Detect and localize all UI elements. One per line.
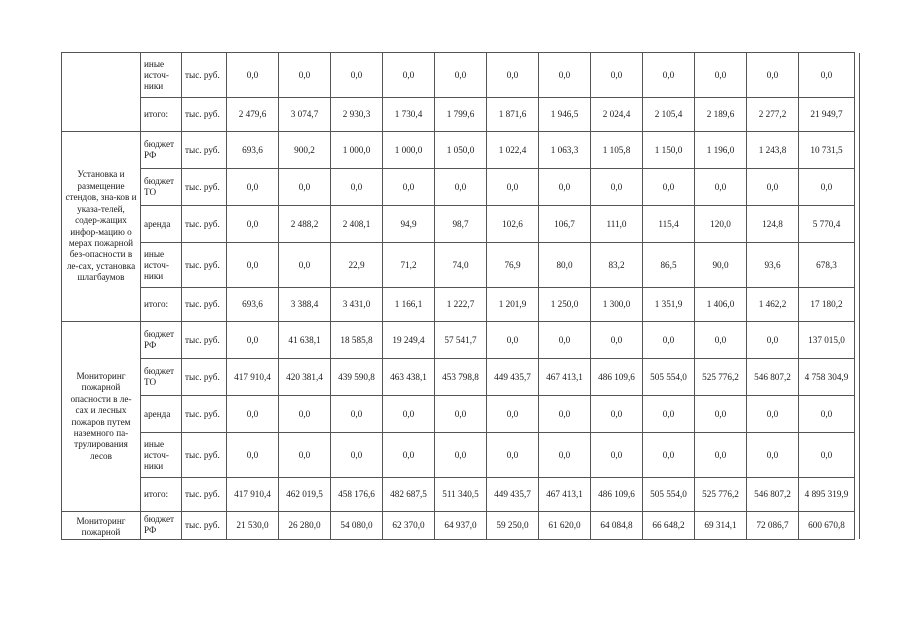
- total-value-cell: 0,0: [799, 169, 855, 206]
- unit-cell: тыс. руб.: [182, 359, 227, 396]
- value-cell: 41 638,1: [279, 322, 331, 359]
- activity-name-cell: Мониторинг пожарной опасности в ле-сах и лесных пожаров путем наземного па-трулирования лесов: [62, 322, 141, 512]
- value-cell: 2 277,2: [747, 98, 799, 132]
- total-value-cell: 137 015,0: [799, 322, 855, 359]
- value-cell: 72 086,7: [747, 512, 799, 540]
- value-cell: 80,0: [539, 243, 591, 288]
- table-row: [62, 206, 860, 243]
- value-cell: 453 798,8: [435, 359, 487, 396]
- total-value-cell: 678,3: [799, 243, 855, 288]
- value-cell: 900,2: [279, 132, 331, 169]
- value-cell: 0,0: [383, 169, 435, 206]
- total-value-cell: 10 731,5: [799, 132, 855, 169]
- value-cell: 525 776,2: [695, 359, 747, 396]
- value-cell: 0,0: [695, 169, 747, 206]
- total-value-cell: 17 180,2: [799, 288, 855, 322]
- value-cell: 463 438,1: [383, 359, 435, 396]
- table-row: [62, 478, 860, 512]
- value-cell: 1 406,0: [695, 288, 747, 322]
- value-cell: 511 340,5: [435, 478, 487, 512]
- value-cell: 0,0: [487, 396, 539, 433]
- unit-cell: тыс. руб.: [182, 512, 227, 540]
- value-cell: 98,7: [435, 206, 487, 243]
- value-cell: 0,0: [227, 433, 279, 478]
- value-cell: 0,0: [487, 169, 539, 206]
- value-cell: 0,0: [279, 169, 331, 206]
- value-cell: 467 413,1: [539, 359, 591, 396]
- value-cell: 0,0: [227, 206, 279, 243]
- value-cell: 0,0: [331, 396, 383, 433]
- funding-source-cell: итого:: [141, 478, 182, 512]
- value-cell: 22,9: [331, 243, 383, 288]
- table-body: [62, 53, 860, 540]
- value-cell: 0,0: [747, 169, 799, 206]
- table-row: [62, 132, 860, 169]
- unit-cell: тыс. руб.: [182, 396, 227, 433]
- value-cell: 693,6: [227, 288, 279, 322]
- value-cell: 0,0: [487, 53, 539, 98]
- funding-source-cell: бюджет РФ: [141, 322, 182, 359]
- value-cell: 0,0: [539, 396, 591, 433]
- value-cell: 3 388,4: [279, 288, 331, 322]
- value-cell: 417 910,4: [227, 478, 279, 512]
- value-cell: 93,6: [747, 243, 799, 288]
- value-cell: 0,0: [747, 322, 799, 359]
- value-cell: 417 910,4: [227, 359, 279, 396]
- value-cell: 71,2: [383, 243, 435, 288]
- total-value-cell: 4 758 304,9: [799, 359, 855, 396]
- value-cell: 54 080,0: [331, 512, 383, 540]
- value-cell: 0,0: [591, 433, 643, 478]
- table-right-edge: [855, 53, 860, 540]
- value-cell: 467 413,1: [539, 478, 591, 512]
- unit-cell: тыс. руб.: [182, 206, 227, 243]
- value-cell: 0,0: [279, 433, 331, 478]
- value-cell: 1 166,1: [383, 288, 435, 322]
- value-cell: 0,0: [695, 396, 747, 433]
- value-cell: 0,0: [435, 53, 487, 98]
- value-cell: 0,0: [435, 396, 487, 433]
- value-cell: 19 249,4: [383, 322, 435, 359]
- value-cell: 0,0: [227, 243, 279, 288]
- value-cell: 0,0: [487, 433, 539, 478]
- value-cell: 83,2: [591, 243, 643, 288]
- value-cell: 0,0: [695, 433, 747, 478]
- value-cell: 525 776,2: [695, 478, 747, 512]
- value-cell: 0,0: [695, 53, 747, 98]
- total-value-cell: 0,0: [799, 433, 855, 478]
- activity-name-cell: Мониторинг пожарной: [62, 512, 141, 540]
- funding-source-cell: итого:: [141, 288, 182, 322]
- table-row: [62, 288, 860, 322]
- value-cell: 0,0: [227, 53, 279, 98]
- value-cell: 124,8: [747, 206, 799, 243]
- funding-source-cell: бюджет ТО: [141, 359, 182, 396]
- value-cell: 2 189,6: [695, 98, 747, 132]
- value-cell: 61 620,0: [539, 512, 591, 540]
- value-cell: 3 074,7: [279, 98, 331, 132]
- value-cell: 64 937,0: [435, 512, 487, 540]
- value-cell: 0,0: [643, 322, 695, 359]
- value-cell: 693,6: [227, 132, 279, 169]
- value-cell: 102,6: [487, 206, 539, 243]
- value-cell: 482 687,5: [383, 478, 435, 512]
- value-cell: 1 201,9: [487, 288, 539, 322]
- value-cell: 1 022,4: [487, 132, 539, 169]
- total-value-cell: 0,0: [799, 396, 855, 433]
- value-cell: 1 150,0: [643, 132, 695, 169]
- value-cell: 106,7: [539, 206, 591, 243]
- value-cell: 0,0: [331, 53, 383, 98]
- value-cell: 0,0: [539, 322, 591, 359]
- value-cell: 0,0: [591, 322, 643, 359]
- funding-source-cell: бюджет ТО: [141, 169, 182, 206]
- value-cell: 62 370,0: [383, 512, 435, 540]
- total-value-cell: 600 670,8: [799, 512, 855, 540]
- unit-cell: тыс. руб.: [182, 132, 227, 169]
- value-cell: 2 488,2: [279, 206, 331, 243]
- value-cell: 115,4: [643, 206, 695, 243]
- value-cell: 0,0: [695, 322, 747, 359]
- value-cell: 0,0: [539, 169, 591, 206]
- value-cell: 0,0: [747, 433, 799, 478]
- value-cell: 3 431,0: [331, 288, 383, 322]
- value-cell: 1 063,3: [539, 132, 591, 169]
- table-row: [62, 322, 860, 359]
- value-cell: 1 196,0: [695, 132, 747, 169]
- value-cell: 66 648,2: [643, 512, 695, 540]
- value-cell: 18 585,8: [331, 322, 383, 359]
- value-cell: 0,0: [331, 433, 383, 478]
- value-cell: 1 050,0: [435, 132, 487, 169]
- value-cell: 94,9: [383, 206, 435, 243]
- unit-cell: тыс. руб.: [182, 288, 227, 322]
- value-cell: 1 243,8: [747, 132, 799, 169]
- value-cell: 0,0: [643, 169, 695, 206]
- total-value-cell: 5 770,4: [799, 206, 855, 243]
- value-cell: 26 280,0: [279, 512, 331, 540]
- unit-cell: тыс. руб.: [182, 169, 227, 206]
- unit-cell: тыс. руб.: [182, 433, 227, 478]
- value-cell: 0,0: [383, 433, 435, 478]
- funding-source-cell: бюджет РФ: [141, 512, 182, 540]
- unit-cell: тыс. руб.: [182, 53, 227, 98]
- value-cell: 1 000,0: [383, 132, 435, 169]
- value-cell: 0,0: [331, 169, 383, 206]
- table-row: [62, 512, 860, 540]
- value-cell: 69 314,1: [695, 512, 747, 540]
- funding-source-cell: иные источ-ники: [141, 243, 182, 288]
- value-cell: 2 930,3: [331, 98, 383, 132]
- total-value-cell: 0,0: [799, 53, 855, 98]
- value-cell: 2 408,1: [331, 206, 383, 243]
- value-cell: 0,0: [539, 433, 591, 478]
- value-cell: 1 250,0: [539, 288, 591, 322]
- value-cell: 0,0: [591, 396, 643, 433]
- value-cell: 546 807,2: [747, 359, 799, 396]
- value-cell: 1 351,9: [643, 288, 695, 322]
- value-cell: 486 109,6: [591, 478, 643, 512]
- value-cell: 0,0: [643, 53, 695, 98]
- funding-table: [61, 52, 860, 540]
- value-cell: 111,0: [591, 206, 643, 243]
- value-cell: 76,9: [487, 243, 539, 288]
- table-row: [62, 433, 860, 478]
- funding-source-cell: бюджет РФ: [141, 132, 182, 169]
- value-cell: 0,0: [487, 322, 539, 359]
- value-cell: 0,0: [591, 169, 643, 206]
- value-cell: 0,0: [279, 396, 331, 433]
- total-value-cell: 4 895 319,9: [799, 478, 855, 512]
- value-cell: 21 530,0: [227, 512, 279, 540]
- value-cell: 2 479,6: [227, 98, 279, 132]
- value-cell: 0,0: [383, 396, 435, 433]
- value-cell: 0,0: [591, 53, 643, 98]
- value-cell: 449 435,7: [487, 478, 539, 512]
- value-cell: 0,0: [279, 243, 331, 288]
- activity-name-cell: [62, 53, 141, 132]
- value-cell: 449 435,7: [487, 359, 539, 396]
- value-cell: 1 105,8: [591, 132, 643, 169]
- funding-source-cell: аренда: [141, 206, 182, 243]
- value-cell: 0,0: [227, 169, 279, 206]
- value-cell: 90,0: [695, 243, 747, 288]
- value-cell: 458 176,6: [331, 478, 383, 512]
- value-cell: 546 807,2: [747, 478, 799, 512]
- value-cell: 0,0: [383, 53, 435, 98]
- funding-source-cell: итого:: [141, 98, 182, 132]
- value-cell: 86,5: [643, 243, 695, 288]
- value-cell: 1 300,0: [591, 288, 643, 322]
- unit-cell: тыс. руб.: [182, 322, 227, 359]
- value-cell: 505 554,0: [643, 359, 695, 396]
- value-cell: 0,0: [539, 53, 591, 98]
- value-cell: 64 084,8: [591, 512, 643, 540]
- value-cell: 462 019,5: [279, 478, 331, 512]
- unit-cell: тыс. руб.: [182, 243, 227, 288]
- value-cell: 0,0: [279, 53, 331, 98]
- value-cell: 0,0: [435, 169, 487, 206]
- value-cell: 0,0: [643, 396, 695, 433]
- value-cell: 439 590,8: [331, 359, 383, 396]
- table-row: [62, 53, 860, 98]
- value-cell: 1 946,5: [539, 98, 591, 132]
- value-cell: 505 554,0: [643, 478, 695, 512]
- table-row: [62, 169, 860, 206]
- value-cell: 0,0: [747, 396, 799, 433]
- value-cell: 486 109,6: [591, 359, 643, 396]
- value-cell: 57 541,7: [435, 322, 487, 359]
- table-row: [62, 396, 860, 433]
- activity-name-cell: Установка и размещение стендов, зна-ков и указа-телей, содер-жащих инфор-мацию о мерах пожарной без-опасности в ле-сах, установка шлагбаумов: [62, 132, 141, 322]
- value-cell: 1 871,6: [487, 98, 539, 132]
- value-cell: 1 000,0: [331, 132, 383, 169]
- value-cell: 2 105,4: [643, 98, 695, 132]
- funding-source-cell: иные источ-ники: [141, 53, 182, 98]
- value-cell: 1 222,7: [435, 288, 487, 322]
- value-cell: 0,0: [747, 53, 799, 98]
- value-cell: 2 024,4: [591, 98, 643, 132]
- unit-cell: тыс. руб.: [182, 478, 227, 512]
- table-row: [62, 243, 860, 288]
- unit-cell: тыс. руб.: [182, 98, 227, 132]
- funding-source-cell: аренда: [141, 396, 182, 433]
- funding-source-cell: иные источ-ники: [141, 433, 182, 478]
- value-cell: 120,0: [695, 206, 747, 243]
- value-cell: 0,0: [435, 433, 487, 478]
- value-cell: 0,0: [227, 322, 279, 359]
- value-cell: 0,0: [227, 396, 279, 433]
- value-cell: 0,0: [643, 433, 695, 478]
- table-row: [62, 359, 860, 396]
- value-cell: 1 462,2: [747, 288, 799, 322]
- total-value-cell: 21 949,7: [799, 98, 855, 132]
- value-cell: 1 730,4: [383, 98, 435, 132]
- table-row: [62, 98, 860, 132]
- value-cell: 420 381,4: [279, 359, 331, 396]
- value-cell: 59 250,0: [487, 512, 539, 540]
- value-cell: 1 799,6: [435, 98, 487, 132]
- value-cell: 74,0: [435, 243, 487, 288]
